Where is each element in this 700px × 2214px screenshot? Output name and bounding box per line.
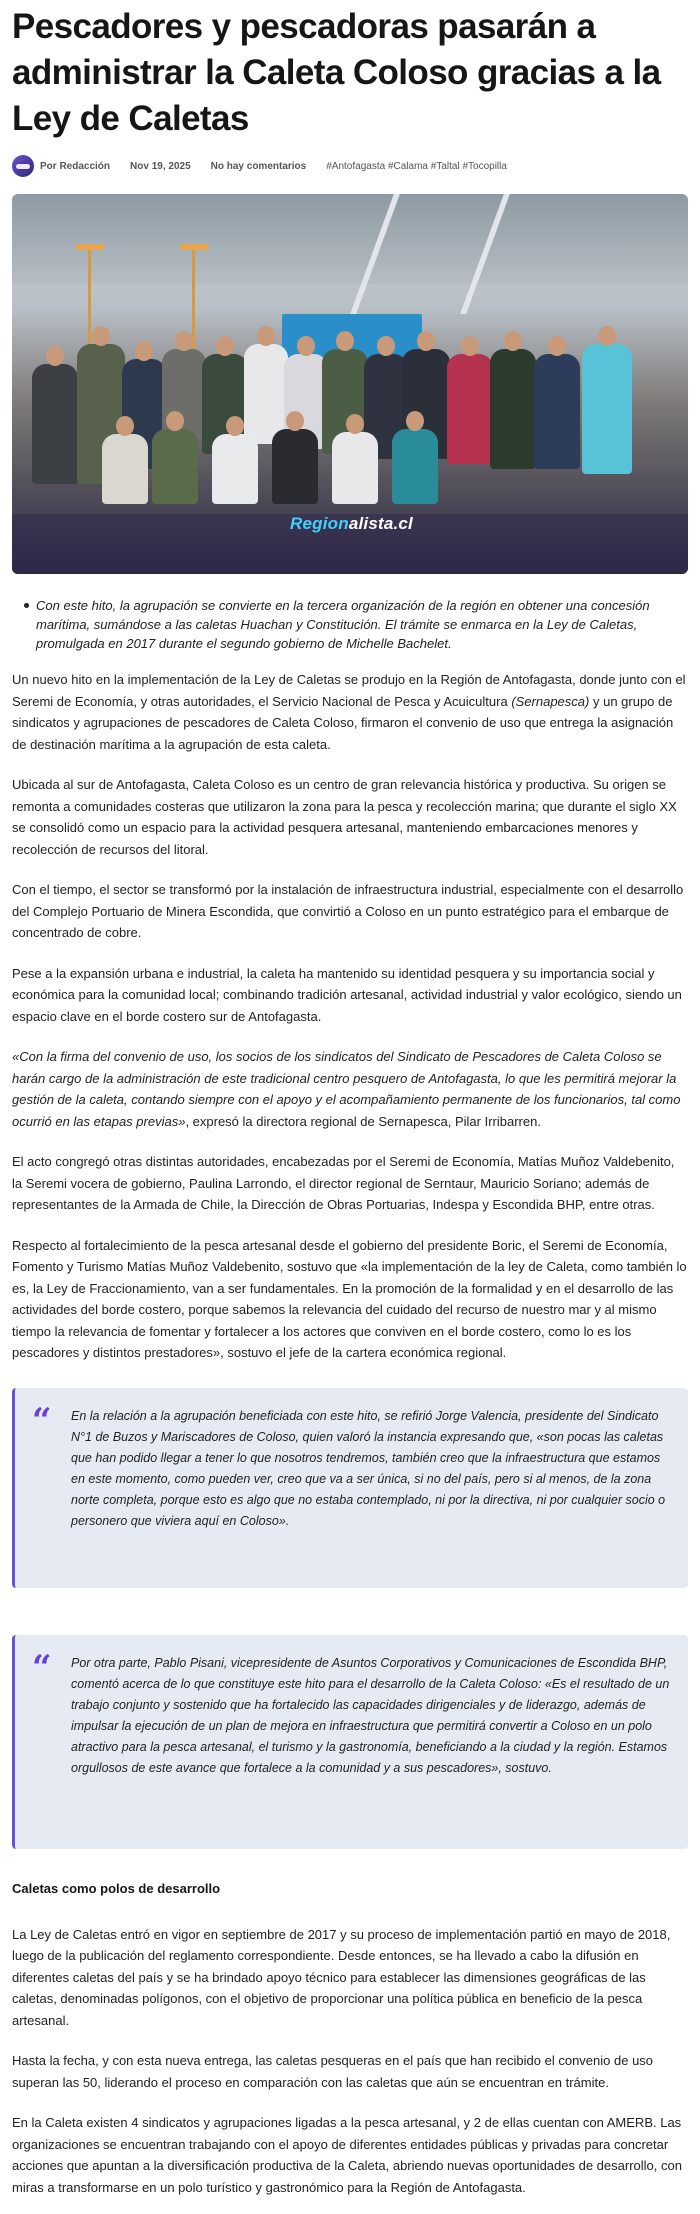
- quote-text: En la relación a la agrupación beneficiada con este hito, se refirió Jorge Valencia, presidente del Sindicato N°1 de Buzos y Mariscadores de Coloso, quien valoró la instancia expresando que, «son pocas las caletas que han podido llegar a tener lo que nosotros tendremos, también creo que la infraestructura que estamos en este momento, como pueden ver, creo que va a ser única, si no del país, pero si al menos, de la zona norte completa, porque esto es algo que no estaba contemplado, ni por la directiva, ni por cualquier socio o personero que viviera aquí en Coloso».: [71, 1408, 666, 1528]
- paragraph: «Con la firma del convenio de uso, los socios de los sindicatos del Sindicato de Pescadores de Caleta Coloso se harán cargo de la administración de este tradicional centro pesquero de Antofagasta, lo que les permitirá mejorar la gestión de la caleta, contando siempre con el apoyo y el acompañamiento permanente de los funcionarios, tal como ocurrió en las etapas previas», expresó la directora regional de Sernapesca, Pilar Irribarren.: [12, 1049, 681, 1129]
- paragraph: Un nuevo hito en la implementación de la Ley de Caletas se produjo en la Región de Antofagasta, donde junto con el Seremi de Economía, y otras autoridades, el Servicio Nacional de Pesca y Acuicultura (Sernapesca) y un grupo de sindicatos y agrupaciones de pescadores de Caleta Coloso, firmaron el convenio de uso que entrega la asignación de destinación marítima a la agrupación de esta caleta.: [12, 672, 686, 752]
- quote-icon: “: [32, 1647, 52, 1688]
- photo-ceiling: [12, 194, 688, 284]
- tag-link[interactable]: #Antofagasta: [326, 160, 386, 172]
- author-avatar[interactable]: [12, 155, 34, 177]
- blockquote: [12, 1635, 688, 1849]
- tag-link[interactable]: #Taltal: [430, 160, 460, 172]
- blockquote: [12, 1388, 688, 1588]
- article-title: Pescadores y pescadoras pasarán a administrar la Caleta Coloso gracias a la Ley de Caletas: [12, 7, 661, 138]
- article-meta: [12, 153, 688, 179]
- featured-image: [12, 194, 688, 574]
- paragraph: Ubicada al sur de Antofagasta, Caleta Coloso es un centro de gran relevancia histórica y productiva. Su origen se remonta a comunidades costeras que utilizaron la zona para la pesca y recolección marina; que durante el siglo XX se consolidó como un espacio para la actividad pesquera artesanal, manteniendo embarcaciones menores y recolección de recursos del litoral.: [12, 777, 677, 857]
- photo-crowd: [22, 314, 682, 514]
- quote-text: Por otra parte, Pablo Pisani, vicepresidente de Asuntos Corporativos y Comunicaciones de Escondida BHP, comentó acerca de lo que constituye este hito para el desarrollo de la Caleta Coloso: «Es el resultado de un trabajo conjunto y sostenido que ha fortalecido las capacidades dirigenciales y de liderazgo, además de impulsar la ejecución de un plan de mejora en infraestructura que permitirá convertir a Coloso en un polo atractivo para la pesca artesanal, el turismo y la gastronomía, beneficiando a la ciudad y la región. Estamos orgullosos de este avance que fortalece a la comunidad y a sus pescadores», sostuvo.: [71, 1655, 670, 1775]
- paragraph: Pese a la expansión urbana e industrial, la caleta ha mantenido su identidad pesquera y su importancia social y económica para la comunidad local; combinando tradición artesanal, actividad industrial y valor ecológico, siendo un espacio clave en el borde costero sur de Antofagasta.: [12, 965, 682, 1024]
- tag-link[interactable]: #Tocopilla: [462, 160, 507, 172]
- paragraph: La Ley de Caletas entró en vigor en septiembre de 2017 y su proceso de implementación partió en mayo de 2018, luego de la publicación del reglamento correspondiente. Desde entonces, se ha llevado a cabo la difusión en diferentes caletas del país y se ha brindado apoyo técnico para establecer las dimensiones geográficas de las caletas, denominadas polígonos, con el objetivo de proporcionar una política pública en beneficio de la pesca artesanal.: [12, 1926, 671, 2028]
- tag-link[interactable]: #Calama: [387, 160, 428, 172]
- section-heading: Caletas como polos de desarrollo: [12, 1880, 221, 1896]
- paragraph: Hasta la fecha, y con esta nueva entrega, las caletas pesqueras en el país que han recibido el convenio de uso superan las 50, liderando el proceso en comparación con las caletas que aún se encuentran en trámite.: [12, 2053, 654, 2090]
- paragraph: El acto congregó otras distintas autoridades, encabezadas por el Seremi de Economía, Matías Muñoz Valdebenito, la Seremi vocera de gobierno, Paulina Larrondo, el director regional de Serntaur, Mauricio Soriano; además de representantes de la Armada de Chile, la Dirección de Obras Portuarias, Indespa y Escondida BHP, entre otras.: [12, 1154, 675, 1212]
- paragraph: En la Caleta existen 4 sindicatos y agrupaciones ligadas a la pesca artesanal, y 2 de ellas cuentan con AMERB. Las organizaciones se encuentran trabajando con el apoyo de diferentes entidades públicas y privadas para concretar acciones que apuntan a la diversificación productiva de la Caleta, abriendo nuevas oportunidades de desarrollo, con miras a transformarse en un polo turístico y gastronómico para la Región de Antofagasta.: [12, 2115, 682, 2195]
- paragraph: Con el tiempo, el sector se transformó por la instalación de infraestructura industrial, especialmente con el desarrollo del Complejo Portuario de Minera Escondida, que convirtió a Coloso en un punto estratégico para el embarque de concentrado de cobre.: [12, 882, 684, 940]
- publish-date: Nov 19, 2025: [130, 160, 191, 172]
- tag-list: [326, 161, 507, 172]
- comments-link[interactable]: No hay comentarios: [210, 160, 307, 172]
- author-link[interactable]: Por Redacción: [40, 160, 111, 172]
- quote-icon: “: [32, 1400, 52, 1441]
- regionalista-watermark: Regionalista.cl: [290, 514, 413, 533]
- paragraph: Respecto al fortalecimiento de la pesca artesanal desde el gobierno del presidente Boric, el Seremi de Economía, Fomento y Turismo Matías Muñoz Valdebenito, sostuvo que «la implementación de la ley de Caleta, como también lo es, la Ley de Fraccionamiento, van a ser fundamentales. En la promoción de la formalidad y en el desarrollo de las actividades del borde costero, porque sabemos la relevancia del cuidado del recurso de nuestro mar y al mismo tiempo la relevancia de fomentar y fortalecer a los actores que conviven en el borde costero, como lo es los pescadores y distintos prestadores», sostuvo el jefe de la cartera económica regional.: [12, 1237, 687, 1360]
- lead-summary: Con este hito, la agrupación se convierte en la tercera organización de la región en obtener una concesión marítima, sumándose a las caletas Huachan y Constitución. El trámite se enmarca en la Ley de Caletas, promulgada en 2017 durante el segundo gobierno de Michelle Bachelet.: [12, 596, 688, 653]
